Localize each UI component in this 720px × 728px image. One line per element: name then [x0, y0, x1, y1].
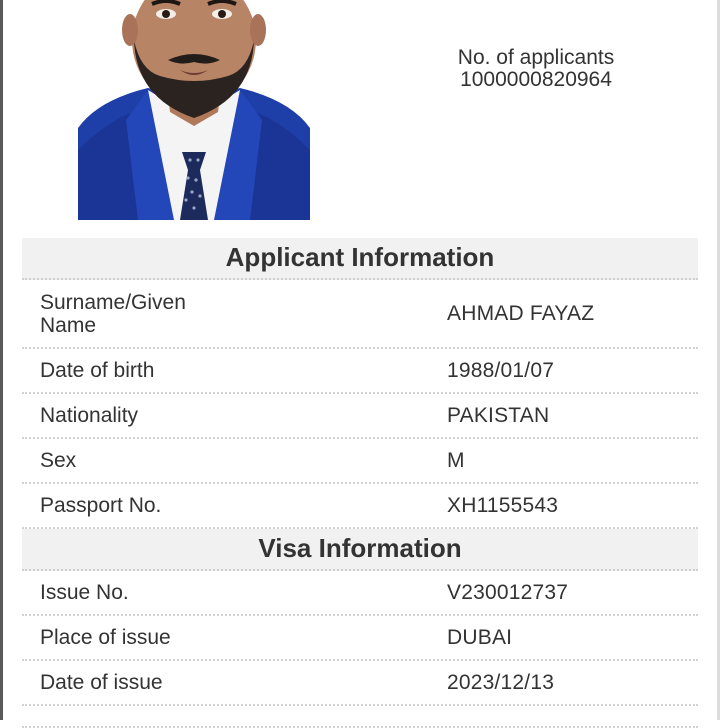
- applicants-count-label: No. of applicants: [457, 46, 615, 69]
- table-row: [22, 439, 698, 484]
- table-row-cut-off: [22, 706, 698, 728]
- applicant-photo: [78, 0, 310, 220]
- row-label: Place of issue: [40, 626, 171, 649]
- applicant-information-header: Applicant Information: [22, 238, 698, 280]
- visa-information-header: Visa Information: [22, 529, 698, 571]
- row-value: 2023/12/13: [447, 670, 555, 694]
- table-row: [22, 616, 698, 661]
- table-row: [22, 394, 698, 439]
- table-row: [22, 349, 698, 394]
- row-label: Date of issue: [40, 671, 163, 694]
- row-label: Nationality: [40, 404, 139, 427]
- row-label: Date of birth: [40, 359, 155, 382]
- table-row: [22, 484, 698, 529]
- row-value: AHMAD FAYAZ: [447, 301, 595, 325]
- info-table: [22, 238, 698, 728]
- applicants-count-value: 1000000820964: [460, 68, 612, 91]
- row-label: Surname/Given Name: [40, 290, 186, 337]
- table-row: [22, 280, 698, 349]
- table-row: [22, 571, 698, 616]
- row-value: PAKISTAN: [447, 403, 550, 427]
- row-value: XH1155543: [447, 493, 559, 517]
- row-value: M: [447, 448, 465, 472]
- row-label: Issue No.: [40, 581, 129, 604]
- row-value: 1988/01/07: [447, 358, 555, 382]
- row-value: V230012737: [447, 580, 569, 604]
- row-value: DUBAI: [447, 625, 513, 649]
- applicant-photo-portrait: [78, 0, 310, 220]
- row-label: Sex: [40, 449, 77, 472]
- left-edge-border: [0, 0, 3, 720]
- row-label: Passport No.: [40, 494, 162, 517]
- applicant-number-block: [405, 47, 667, 91]
- table-row: [22, 661, 698, 706]
